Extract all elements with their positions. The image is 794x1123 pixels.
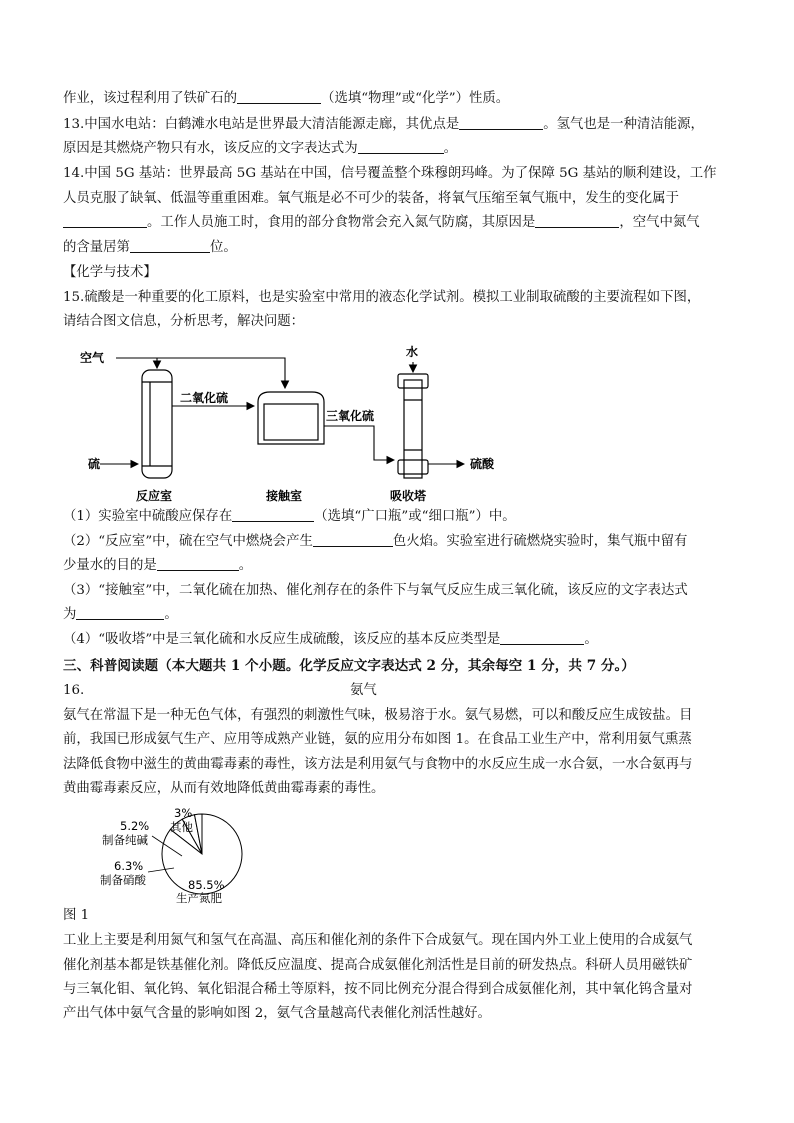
q12-line: [63, 90, 509, 108]
contact-chamber: [258, 392, 324, 444]
reactor-vessel: [142, 370, 172, 478]
q14-text-d: 位。: [209, 240, 237, 255]
q14-text-a: 。工作人员施工时，食用的部分食物常会充入氮气防腐，其原因是: [147, 215, 536, 230]
q13-line-2: [63, 140, 457, 158]
answer-blank[interactable]: [130, 239, 210, 253]
q13-text-a: 13.中国水电站：白鹤滩水电站是世界最大清洁能源走廊，其优点是: [63, 117, 460, 132]
q15-p3-text-c: 。: [164, 607, 178, 622]
answer-blank[interactable]: [232, 508, 314, 522]
q16-para1-line-3: 法降低食物中滋生的黄曲霉毒素的毒性，该方法是利用氨气与食物中的水反应生成一水合氨，一水合氨再与: [63, 757, 693, 772]
q13-text-d: 。: [443, 141, 457, 156]
q15-p4-text-a: （4）“吸收塔”中是三氧化硫和水反应生成硫酸，该反应的基本反应类型是: [63, 632, 501, 647]
q13-text-b: 。氢气也是一种清洁能源，: [543, 117, 704, 132]
sulfuric-acid-flow-diagram: [80, 340, 520, 505]
q15-part-3: （3）“接触室”中，二氧化硫在加热、催化剂存在的条件下与氧气反应生成三氧化硫，该反应的文字表达式: [63, 583, 688, 598]
q13-line-1: [63, 116, 704, 134]
q13-text-c: 原因是其燃烧产物只有水，该反应的文字表达式为: [63, 141, 358, 156]
section-3-heading: 三、科普阅读题（本大题共 1 个小题。化学反应文字表达式 2 分，其余每空 1 分，共 7 分。）: [63, 658, 635, 674]
q15-p2-text-b: 色火焰。实验室进行硫燃烧实验时，集气瓶中留有: [392, 534, 688, 549]
q15-p2-text-c: 少量水的目的是: [63, 558, 157, 573]
q12-text-a: 作业，该过程利用了铁矿石的: [63, 91, 238, 106]
absorber-tower: [404, 380, 422, 478]
pie-label-soda: 制备纯碱: [102, 833, 148, 847]
q14-line-2: 人员克服了缺氧、低温等重重困难。氧气瓶是必不可少的装备，将氧气压缩至氧气瓶中，发生的变化属于: [63, 191, 679, 206]
q16-para2-line-2: 催化剂基本都是铁基催化剂。降低反应温度、提高合成氨催化剂活性是目前的研发热点。科研人员用磁铁矿: [63, 958, 693, 973]
q15-part-2-cont: [63, 557, 252, 575]
answer-blank[interactable]: [358, 140, 444, 154]
answer-blank[interactable]: [313, 533, 393, 547]
q15-p4-text-b: 。: [584, 632, 598, 647]
label-so3: 三氧化硫: [326, 409, 375, 423]
label-air: 空气: [80, 351, 105, 365]
label-so2: 二氧化硫: [180, 391, 229, 405]
answer-blank[interactable]: [459, 116, 543, 130]
answer-blank[interactable]: [500, 631, 584, 645]
answer-blank[interactable]: [237, 90, 321, 104]
q14-text-b: ，空气中氮气: [619, 215, 700, 230]
answer-blank[interactable]: [157, 557, 239, 571]
answer-blank[interactable]: [76, 606, 164, 620]
answer-blank[interactable]: [63, 214, 147, 228]
q15-part-2: [63, 533, 687, 551]
label-contact: 接触室: [266, 489, 303, 503]
pie-label-value-soda: 5.2%: [120, 819, 150, 833]
so3-flow-arrow: [324, 426, 394, 460]
q15-p2-text-a: （2）“反应室”中，硫在空气中燃烧会产生: [63, 534, 313, 549]
label-acid: 硫酸: [470, 457, 495, 471]
q15-part-1: [63, 508, 516, 526]
q16-para2-line-4: 产出气体中氨气含量的影响如图 2，氨气含量越高代表催化剂活性越好。: [63, 1006, 491, 1021]
q16-number: 16.: [63, 683, 85, 698]
q15-p2-text-d: 。: [238, 558, 253, 573]
pie-label-value-nitric: 6.3%: [114, 859, 144, 873]
label-absorber: 吸收塔: [390, 489, 427, 503]
q15-p1-text-a: （1）实验室中硫酸应保存在: [63, 509, 233, 524]
pie-label-value-fertilizer: 85.5%: [188, 878, 225, 892]
pie-label-other: 其他: [170, 820, 193, 834]
figure-1-caption: 图 1: [63, 908, 90, 923]
q16-para1-line-2: 前，我国已形成氨气生产、应用等成熟产业链，氨的应用分布如图 1。在食品工业生产中，常利用氨气熏蒸: [63, 732, 692, 747]
q16-para2-line-1: 工业上主要是利用氮气和氢气在高温、高压和催化剂的条件下合成氨气。现在国内外工业上使用的合成氨气: [63, 933, 693, 948]
q15-part-4: [63, 631, 598, 649]
label-water: 水: [406, 345, 419, 359]
q15-p1-text-b: （选填“广口瓶”或“细口瓶”）中。: [314, 509, 516, 524]
section-tech-heading: 【化学与技术】: [63, 265, 157, 280]
q15-part-3-cont: [63, 606, 178, 624]
answer-blank[interactable]: [535, 214, 619, 228]
ammonia-usage-pie-chart: [90, 800, 260, 906]
q15-intro-1: 15.硫酸是一种重要的化工原料，也是实验室中常用的液态化学试剂。模拟工业制取硫酸的主要流程如下图，: [63, 290, 701, 305]
pie-label-fertilizer: 生产氮肥: [176, 891, 222, 905]
q16-title: 氨气: [350, 683, 377, 698]
air-flow-arrow: [116, 358, 285, 388]
q14-line-4: [63, 239, 237, 257]
pie-label-nitric-text: 制备硝酸: [100, 873, 146, 887]
label-reactor: 反应室: [136, 489, 173, 503]
q16-para1-line-4: 黄曲霉毒素反应，从而有效地降低黄曲霉毒素的毒性。: [63, 781, 385, 796]
label-sulfur: 硫: [88, 457, 101, 471]
q15-p3-text-b: 为: [63, 607, 77, 622]
q15-intro-2: 请结合图文信息，分析思考，解决问题：: [63, 314, 305, 329]
q16-para2-line-3: 与三氧化钼、氧化钨、氧化铝混合稀土等原料，按不同比例充分混合得到合成氨催化剂，其中氧化钨含量对: [63, 982, 693, 997]
q14-line-3: [63, 214, 700, 232]
q12-text-b: （选填“物理”或“化学”）性质。: [321, 91, 510, 106]
pie-label-value-other: 3%: [174, 806, 193, 820]
q14-text-c: 的含量居第: [63, 240, 130, 255]
q14-line-1: 14.中国 5G 基站：世界最高 5G 基站在中国，信号覆盖整个珠穆朗玛峰。为了保障 5G 基站的顺利建设，工作: [63, 166, 717, 181]
q16-para1-line-1: 氨气在常温下是一种无色气体，有强烈的刺激性气味，极易溶于水。氨气易燃，可以和酸反应生成铵盐。目: [63, 708, 693, 723]
